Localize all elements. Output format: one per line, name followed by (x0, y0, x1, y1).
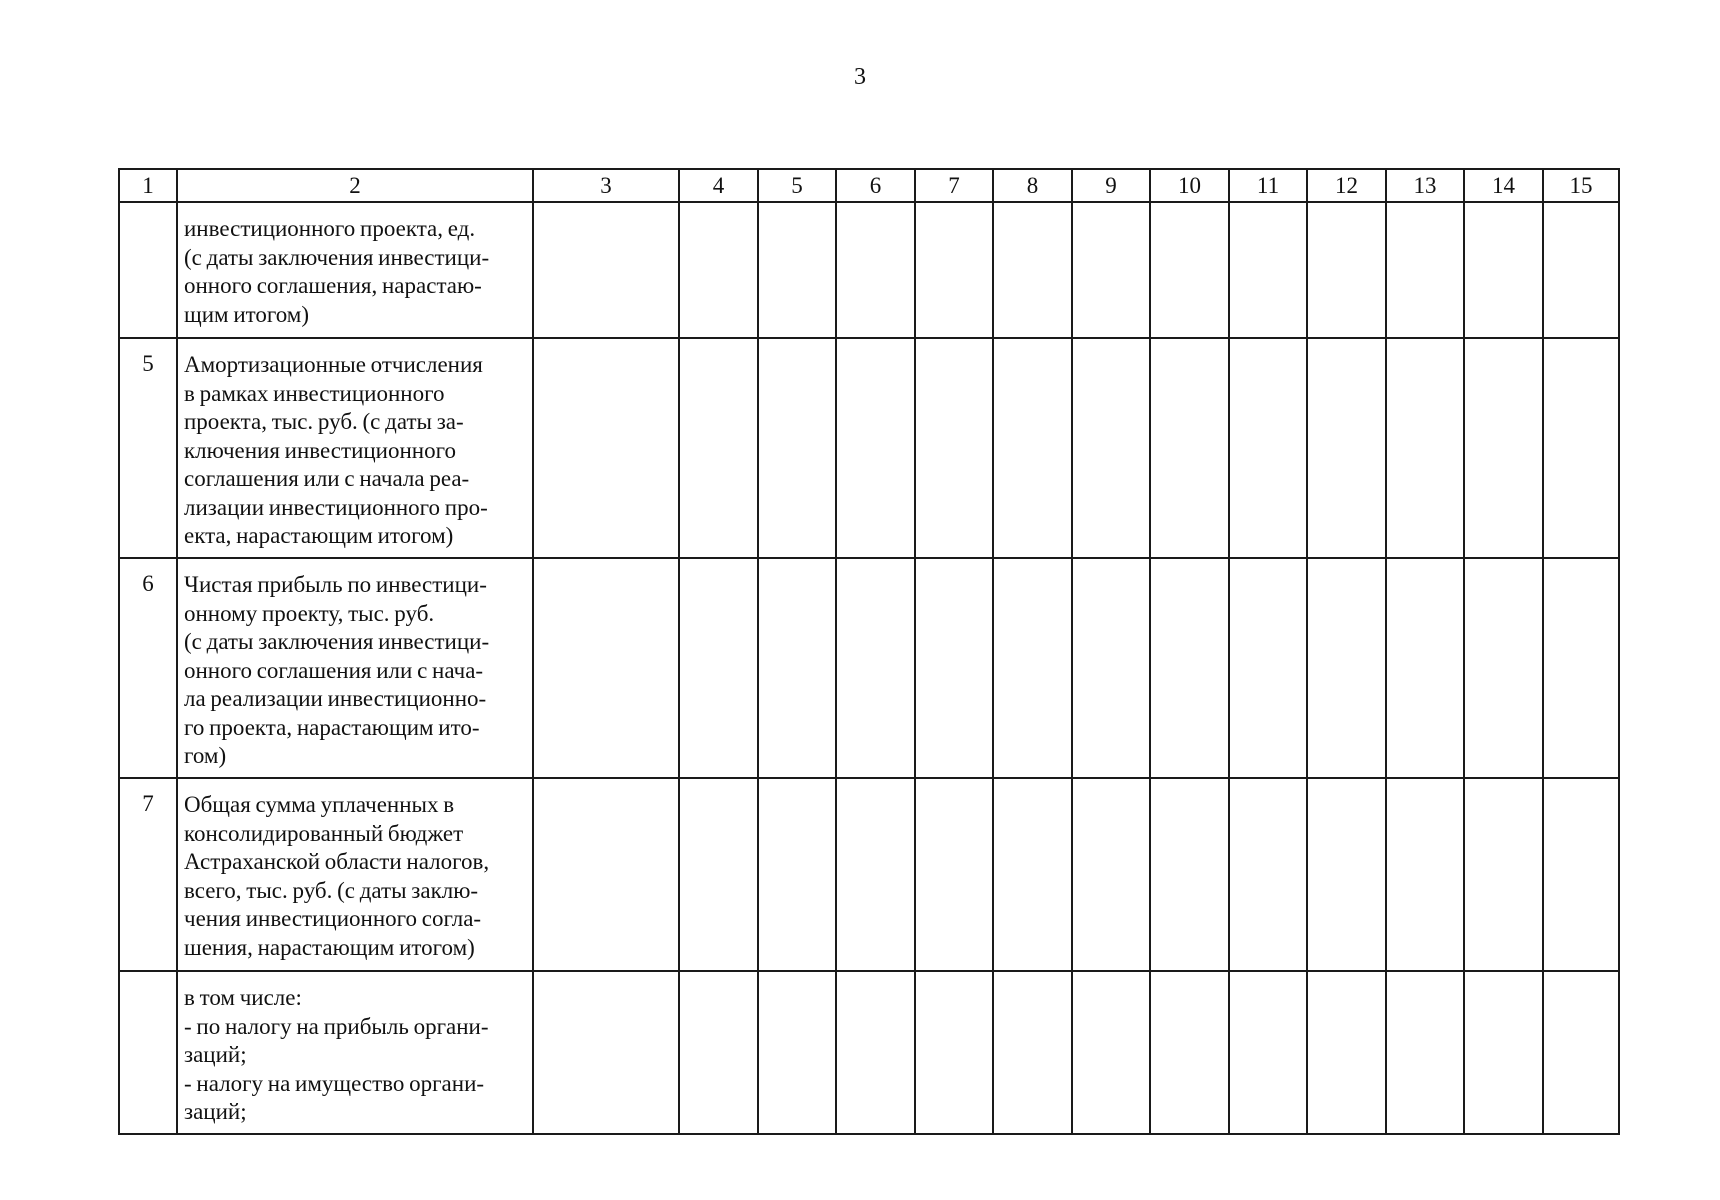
column-header: 4 (679, 169, 758, 202)
data-cell (1386, 202, 1464, 338)
row-number: 5 (119, 338, 177, 558)
row-description: инвестиционного проекта, ед. (с даты заключения инвестици- онного соглашения, нарастаю- щим итогом) (177, 202, 533, 338)
data-cell (836, 971, 915, 1134)
table-row (119, 338, 1619, 558)
data-cell (679, 971, 758, 1134)
column-header: 6 (836, 169, 915, 202)
data-cell (1464, 558, 1543, 778)
data-cell (1386, 338, 1464, 558)
data-cell (1150, 971, 1229, 1134)
column-header: 3 (533, 169, 679, 202)
row-description: Чистая прибыль по инвестици- онному проекту, тыс. руб. (с даты заключения инвестици- онного соглашения или с нача- ла реализации инвестиционно- го проекта, нарастающим ито- гом) (177, 558, 533, 778)
page-number: 3 (854, 64, 866, 90)
data-cell (1229, 202, 1307, 338)
data-cell (1150, 558, 1229, 778)
data-cell (836, 558, 915, 778)
row-description: Амортизационные отчисления в рамках инвестиционного проекта, тыс. руб. (с даты за- ключения инвестиционного соглашения или с начала реа- лизации инвестиционного про- екта, нарастающим итогом) (177, 338, 533, 558)
data-cell (533, 558, 679, 778)
data-cell (1072, 202, 1150, 338)
data-cell (1229, 338, 1307, 558)
row-number (119, 202, 177, 338)
table-row (119, 558, 1619, 778)
data-cell (915, 778, 993, 971)
data-cell (836, 338, 915, 558)
column-header: 12 (1307, 169, 1386, 202)
data-cell (758, 338, 836, 558)
data-cell (836, 778, 915, 971)
column-header: 14 (1464, 169, 1543, 202)
data-cell (533, 971, 679, 1134)
data-cell (915, 202, 993, 338)
data-cell (679, 558, 758, 778)
data-cell (1150, 202, 1229, 338)
row-description: в том числе: - по налогу на прибыль органи- заций; - налогу на имущество органи- заций; (177, 971, 533, 1134)
data-cell (915, 558, 993, 778)
data-cell (1386, 558, 1464, 778)
data-cell (1543, 338, 1619, 558)
data-cell (1229, 778, 1307, 971)
table-row (119, 778, 1619, 971)
data-cell (1543, 558, 1619, 778)
data-cell (1543, 778, 1619, 971)
data-cell (1072, 778, 1150, 971)
data-cell (1229, 558, 1307, 778)
data-cell (993, 338, 1072, 558)
data-cell (993, 202, 1072, 338)
data-cell (1150, 778, 1229, 971)
row-number: 7 (119, 778, 177, 971)
data-cell (1464, 971, 1543, 1134)
data-cell (1386, 778, 1464, 971)
data-cell (1464, 202, 1543, 338)
row-number: 6 (119, 558, 177, 778)
data-cell (679, 338, 758, 558)
data-cell (679, 778, 758, 971)
column-header: 1 (119, 169, 177, 202)
data-cell (1229, 971, 1307, 1134)
column-number-row (119, 169, 1619, 202)
column-header: 9 (1072, 169, 1150, 202)
row-number (119, 971, 177, 1134)
data-cell (758, 558, 836, 778)
table-row (119, 202, 1619, 338)
data-cell (993, 558, 1072, 778)
data-cell (758, 778, 836, 971)
data-cell (1307, 338, 1386, 558)
data-cell (1543, 202, 1619, 338)
data-cell (679, 202, 758, 338)
data-cell (993, 778, 1072, 971)
column-header: 8 (993, 169, 1072, 202)
column-header: 5 (758, 169, 836, 202)
column-header: 7 (915, 169, 993, 202)
data-cell (915, 971, 993, 1134)
column-header: 11 (1229, 169, 1307, 202)
data-cell (915, 338, 993, 558)
data-cell (1464, 338, 1543, 558)
data-cell (1072, 971, 1150, 1134)
data-cell (758, 971, 836, 1134)
data-cell (533, 338, 679, 558)
data-cell (533, 778, 679, 971)
table-row (119, 971, 1619, 1134)
column-header: 15 (1543, 169, 1619, 202)
data-cell (1543, 971, 1619, 1134)
column-header: 10 (1150, 169, 1229, 202)
data-cell (1150, 338, 1229, 558)
data-cell (1307, 558, 1386, 778)
data-cell (533, 202, 679, 338)
data-cell (1072, 558, 1150, 778)
data-cell (1307, 202, 1386, 338)
data-cell (1464, 778, 1543, 971)
data-cell (1386, 971, 1464, 1134)
column-header: 13 (1386, 169, 1464, 202)
data-cell (836, 202, 915, 338)
column-header: 2 (177, 169, 533, 202)
row-description: Общая сумма уплаченных в консолидированный бюджет Астраханской области налогов, всего, тыс. руб. (с даты заклю- чения инвестиционного согла- шения, нарастающим итогом) (177, 778, 533, 971)
data-cell (993, 971, 1072, 1134)
data-cell (758, 202, 836, 338)
data-cell (1307, 971, 1386, 1134)
report-table (118, 168, 1620, 1135)
data-cell (1072, 338, 1150, 558)
data-cell (1307, 778, 1386, 971)
